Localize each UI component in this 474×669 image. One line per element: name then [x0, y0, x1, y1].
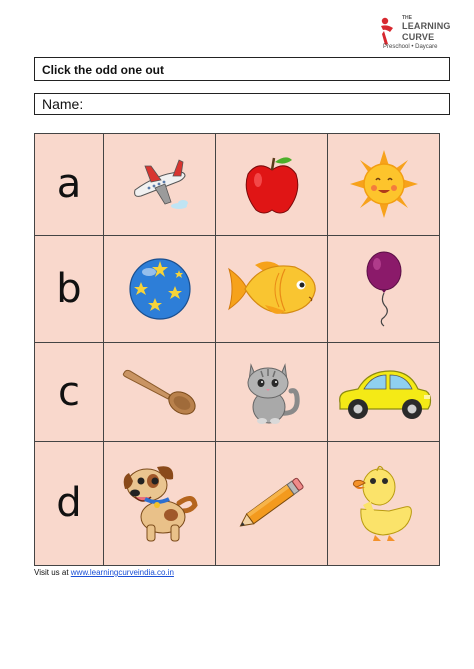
row-letter: a [35, 134, 104, 236]
worksheet-grid [34, 133, 440, 566]
option-cat[interactable] [216, 343, 328, 442]
row-letter: c [35, 343, 104, 442]
name-field[interactable]: Name: [34, 93, 450, 115]
option-fish[interactable] [216, 235, 328, 342]
balloon-icon [362, 251, 406, 327]
option-sun[interactable] [328, 134, 440, 236]
instruction-box: Click the odd one out [34, 57, 450, 81]
option-dog[interactable] [104, 441, 216, 565]
option-duck[interactable] [328, 441, 440, 565]
sun-icon [348, 148, 420, 220]
learning-curve-logo-icon [378, 16, 400, 46]
airplane-icon [127, 154, 193, 214]
option-spoon[interactable] [104, 343, 216, 442]
duck-icon [349, 461, 419, 545]
row-c [35, 343, 440, 442]
row-d [35, 441, 440, 565]
brand-small: THE [402, 15, 412, 21]
website-link[interactable]: www.learningcurveindia.co.in [70, 568, 174, 577]
option-car[interactable] [328, 343, 440, 442]
option-airplane[interactable] [104, 134, 216, 236]
row-letter: b [35, 235, 104, 342]
pencil-icon [233, 473, 311, 533]
option-ball[interactable] [104, 235, 216, 342]
option-balloon[interactable] [328, 235, 440, 342]
cat-icon [241, 357, 303, 427]
spoon-icon [120, 365, 200, 419]
option-pencil[interactable] [216, 441, 328, 565]
ball-icon [127, 256, 193, 322]
row-letter: d [35, 441, 104, 565]
footer-prefix: Visit us at [34, 568, 71, 577]
footer [34, 568, 174, 577]
brand-line2: CURVE [402, 32, 435, 42]
car-icon [334, 361, 434, 423]
apple-icon [242, 152, 302, 216]
brand-logo [378, 14, 460, 56]
fish-icon [225, 255, 319, 323]
row-b [35, 235, 440, 342]
option-apple[interactable] [216, 134, 328, 236]
brand-line1: LEARNING [402, 21, 451, 31]
brand-tagline: Preschool • Daycare [383, 44, 438, 50]
dog-icon [117, 459, 203, 547]
row-a [35, 134, 440, 236]
